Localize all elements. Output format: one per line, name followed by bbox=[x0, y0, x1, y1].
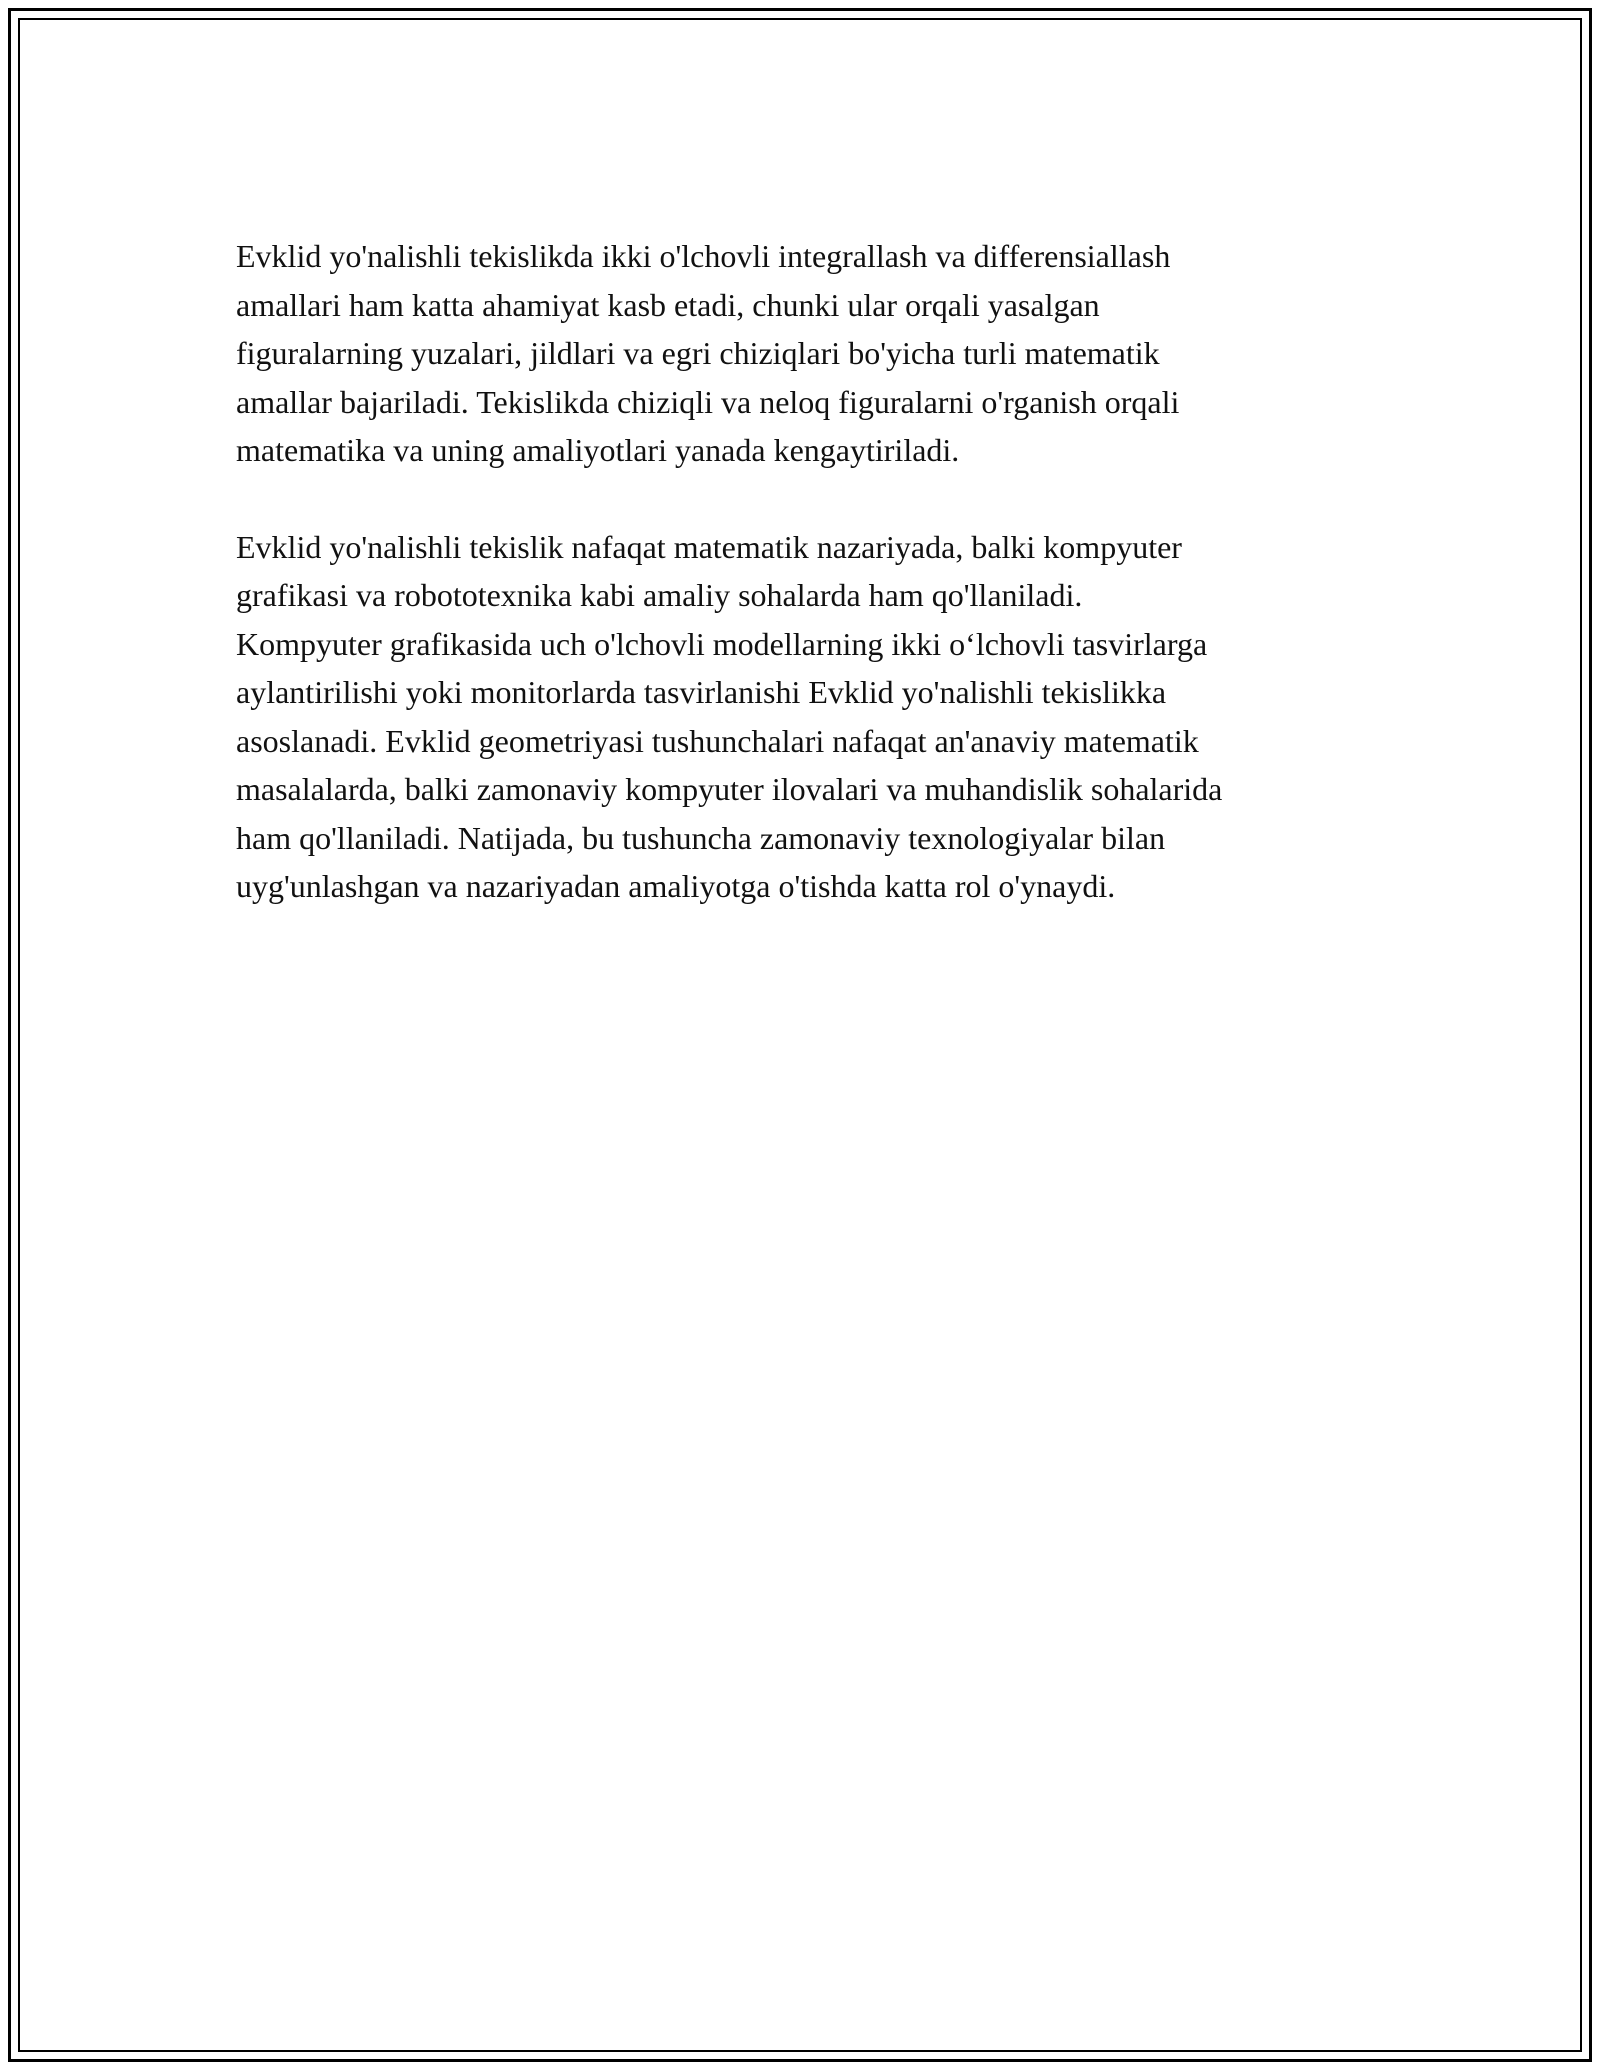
paragraph-line: asoslanadi. Evklid geometriyasi tushunchalari nafaqat an'anaviy matematik bbox=[236, 722, 1199, 759]
paragraph-line: uyg'unlashgan va nazariyadan amaliyotga o'tishda katta rol o'ynaydi. bbox=[236, 868, 1116, 904]
paragraph-line: amallar bajariladi. Tekislikda chiziqli va neloq figuralarni o'rganish orqali bbox=[236, 383, 1180, 420]
paragraph-line: Kompyuter grafikasida uch o'lchovli modellarning ikki o‘lchovli tasvirlarga bbox=[236, 625, 1208, 662]
paragraph-line: amallari ham katta ahamiyat kasb etadi, chunki ular orqali yasalgan bbox=[236, 286, 1100, 323]
document-body bbox=[236, 232, 1396, 959]
paragraph-1 bbox=[236, 232, 1396, 475]
paragraph-line: matematika va uning amaliyotlari yanada kengaytiriladi. bbox=[236, 432, 960, 468]
paragraph-line: masalalarda, balki zamonaviy kompyuter ilovalari va muhandislik sohalarida bbox=[236, 771, 1223, 807]
paragraph-line: Evklid yo'nalishli tekislik nafaqat matematik nazariyada, balki kompyuter bbox=[236, 528, 1182, 565]
paragraph-line: ham qo'llaniladi. Natijada, bu tushuncha zamonaviy texnologiyalar bilan bbox=[236, 819, 1166, 856]
paragraph-2 bbox=[236, 523, 1396, 911]
paragraph-line: aylantirilishi yoki monitorlarda tasvirlanishi Evklid yo'nalishli tekislikka bbox=[236, 674, 1167, 710]
paragraph-line: grafikasi va robototexnika kabi amaliy sohalarda ham qo'llaniladi. bbox=[236, 577, 1083, 613]
paragraph-line: Evklid yo'nalishli tekislikda ikki o'lchovli integrallash va differensiallash bbox=[236, 238, 1171, 274]
paragraph-line: figuralarning yuzalari, jildlari va egri chiziqlari bo'yicha turli matematik bbox=[236, 335, 1160, 371]
